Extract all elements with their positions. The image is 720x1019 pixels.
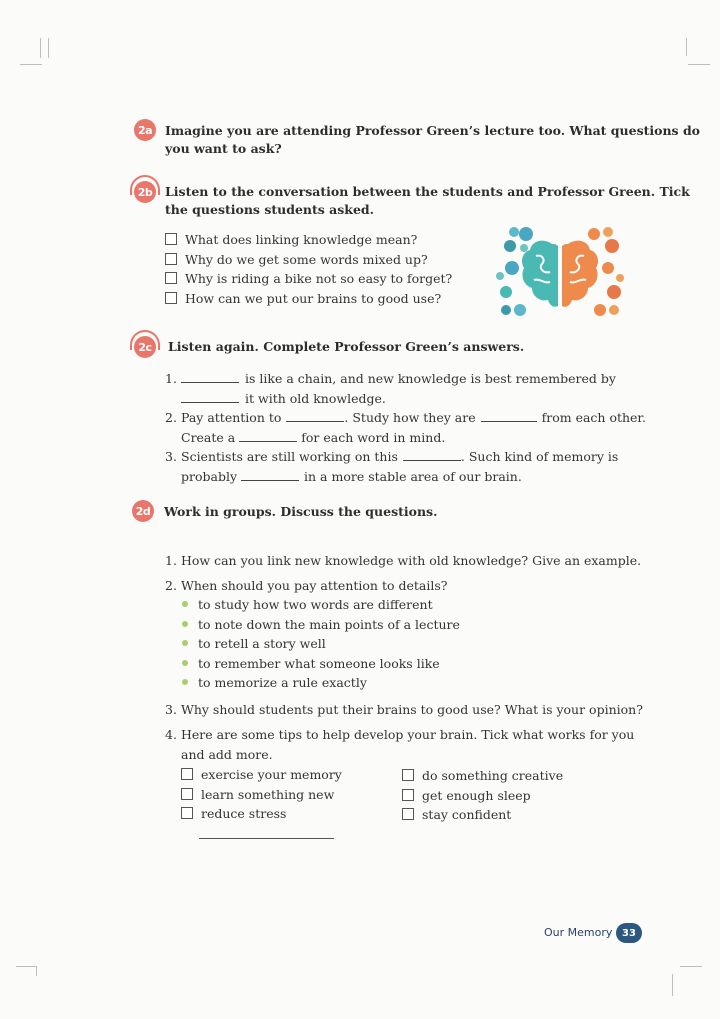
list-item	[181, 785, 342, 805]
tips-right-column	[402, 766, 563, 825]
list-item	[181, 804, 342, 824]
right-brain-hemisphere-icon	[562, 241, 598, 307]
instruction-2b	[165, 183, 690, 219]
item-text: Why should students put their brains to good use? What is your opinion?	[181, 701, 643, 717]
instruction-2c: Listen again. Complete Professor Green’s answers.	[168, 339, 525, 354]
crop-mark	[688, 64, 710, 65]
instruction-2a	[165, 122, 700, 158]
list-item	[182, 615, 635, 635]
item-text: . Study how they are	[344, 410, 476, 425]
answer-blanks-2c	[165, 369, 647, 486]
item-text: it with old knowledge.	[245, 390, 386, 406]
list-item	[181, 765, 342, 785]
bullet-list	[165, 595, 635, 693]
item-text: for each word in mind.	[301, 429, 446, 445]
list-item	[165, 369, 625, 389]
checkbox[interactable]	[181, 768, 193, 780]
list-item	[165, 428, 625, 448]
gear-icon	[519, 227, 533, 241]
tips-left-column	[181, 765, 342, 824]
fill-in-blank[interactable]	[241, 467, 299, 481]
checkbox[interactable]	[402, 808, 414, 820]
bullet-icon	[182, 640, 188, 646]
list-item	[182, 634, 635, 654]
crop-mark	[686, 38, 687, 56]
list-item	[165, 269, 452, 289]
list-item	[165, 389, 625, 409]
tip-text: stay confident	[422, 807, 512, 822]
bullet-icon	[182, 679, 188, 685]
checkbox[interactable]	[165, 292, 177, 304]
tip-text: exercise your memory	[201, 767, 342, 782]
exercise-badge-2a: 2a	[134, 119, 156, 141]
crop-mark	[16, 966, 36, 967]
bullet-icon	[182, 621, 188, 627]
item-text: from each other.	[541, 410, 647, 425]
item-text: probably	[181, 468, 238, 484]
instruction-2d: Work in groups. Discuss the questions.	[164, 504, 438, 519]
item-text: Pay attention to	[181, 410, 282, 425]
page-number-badge: 33	[616, 923, 642, 943]
checkbox[interactable]	[181, 807, 193, 819]
music-icon	[588, 228, 600, 240]
item-number: 3.	[165, 701, 177, 717]
question-text: Why is riding a bike not so easy to forget?	[185, 271, 453, 286]
discussion-questions-2d	[165, 551, 643, 764]
fill-in-blank[interactable]	[181, 389, 239, 403]
checkbox[interactable]	[402, 789, 414, 801]
crop-mark	[40, 38, 41, 58]
list-item	[165, 745, 635, 765]
item-text: to note down the main points of a lecture	[198, 616, 460, 632]
list-item	[165, 467, 625, 487]
item-number: 1.	[165, 553, 177, 568]
bullet-icon	[182, 660, 188, 666]
tip-text: do something creative	[422, 768, 564, 783]
question-text: How can we put our brains to good use?	[185, 290, 442, 306]
item-text: Here are some tips to help develop your brain. Tick what works for you	[181, 727, 635, 742]
item-number: 2.	[165, 410, 177, 425]
fill-in-blank[interactable]	[239, 428, 297, 442]
tip-text: get enough sleep	[422, 787, 531, 803]
item-text: is like a chain, and new knowledge is best remembered by	[245, 371, 616, 386]
item-text: to remember what someone looks like	[198, 655, 440, 671]
question-text: What does linking knowledge mean?	[185, 232, 418, 247]
image-icon	[602, 262, 614, 274]
calculator-icon	[496, 272, 504, 280]
add-more-blank[interactable]	[199, 838, 334, 839]
heart-icon	[609, 305, 619, 315]
crop-mark	[680, 966, 702, 967]
item-text: and add more.	[181, 746, 273, 762]
list-item	[165, 408, 647, 428]
question-checklist-2b	[165, 230, 452, 308]
camera-icon	[607, 285, 621, 299]
fill-in-blank[interactable]	[481, 408, 537, 422]
fill-in-blank[interactable]	[286, 408, 344, 422]
crop-mark	[36, 966, 37, 976]
instruction-line: Imagine you are attending Professor Green’s lecture too. What questions do	[165, 123, 701, 138]
list-item	[182, 595, 635, 615]
list-item	[182, 673, 635, 693]
instruction-line: Listen to the conversation between the students and Professor Green. Tick	[165, 184, 690, 199]
building-icon	[594, 304, 606, 316]
unit-title: Our Memory	[544, 926, 613, 939]
item-text: When should you pay attention to details?	[181, 577, 448, 593]
checkbox[interactable]	[165, 233, 177, 245]
exercise-badge-2d: 2d	[132, 500, 154, 522]
list-item	[165, 289, 452, 309]
brain-illustration	[492, 222, 628, 322]
item-text: to retell a story well	[198, 636, 326, 651]
item-text: . Such kind of memory is	[460, 449, 619, 464]
science-icon	[509, 227, 519, 237]
lightbulb-icon	[605, 239, 619, 253]
tip-text: learn something new	[201, 786, 335, 802]
palette-icon	[603, 227, 613, 237]
checkbox[interactable]	[181, 788, 193, 800]
list-item	[165, 447, 625, 467]
item-text: Scientists are still working on this	[181, 449, 398, 464]
item-text: to memorize a rule exactly	[198, 675, 367, 690]
question-text: Why do we get some words mixed up?	[185, 251, 428, 267]
crop-mark	[48, 38, 49, 58]
atom-icon	[500, 286, 512, 298]
listening-badge-2b: 2b	[134, 181, 156, 203]
fill-in-blank[interactable]	[403, 447, 461, 461]
crop-mark	[20, 64, 42, 65]
abc-icon	[505, 261, 519, 275]
book-icon	[514, 304, 526, 316]
item-number: 3.	[165, 449, 177, 464]
item-text: How can you link new knowledge with old knowledge? Give an example.	[181, 553, 642, 568]
item-number: 4.	[165, 727, 177, 742]
checkbox[interactable]	[165, 253, 177, 265]
list-item	[165, 725, 635, 745]
instruction-line: you want to ask?	[165, 141, 282, 156]
left-brain-hemisphere-icon	[522, 241, 558, 307]
list-item	[402, 766, 563, 786]
checkbox[interactable]	[402, 769, 414, 781]
list-item	[402, 786, 563, 806]
bullet-icon	[182, 601, 188, 607]
instruction-line: the questions students asked.	[165, 202, 375, 217]
list-item	[165, 700, 643, 720]
person-icon	[616, 274, 624, 282]
list-item	[165, 250, 452, 270]
number-icon	[501, 305, 511, 315]
item-number: 1.	[165, 371, 177, 386]
item-text: to study how two words are different	[198, 597, 433, 612]
dot-icon	[520, 244, 528, 252]
checkbox[interactable]	[165, 272, 177, 284]
list-item	[165, 551, 642, 571]
list-item	[182, 654, 635, 674]
item-text: in a more stable area of our brain.	[304, 468, 522, 484]
item-number: 2.	[165, 577, 177, 593]
person-icon	[504, 240, 516, 252]
tip-text: reduce stress	[201, 806, 287, 821]
item-text: Create a	[181, 429, 236, 445]
list-item	[165, 576, 635, 596]
crop-mark	[672, 974, 673, 996]
list-item	[165, 230, 452, 250]
list-item	[402, 805, 563, 825]
fill-in-blank[interactable]	[181, 369, 239, 383]
listening-badge-2c: 2c	[134, 336, 156, 358]
